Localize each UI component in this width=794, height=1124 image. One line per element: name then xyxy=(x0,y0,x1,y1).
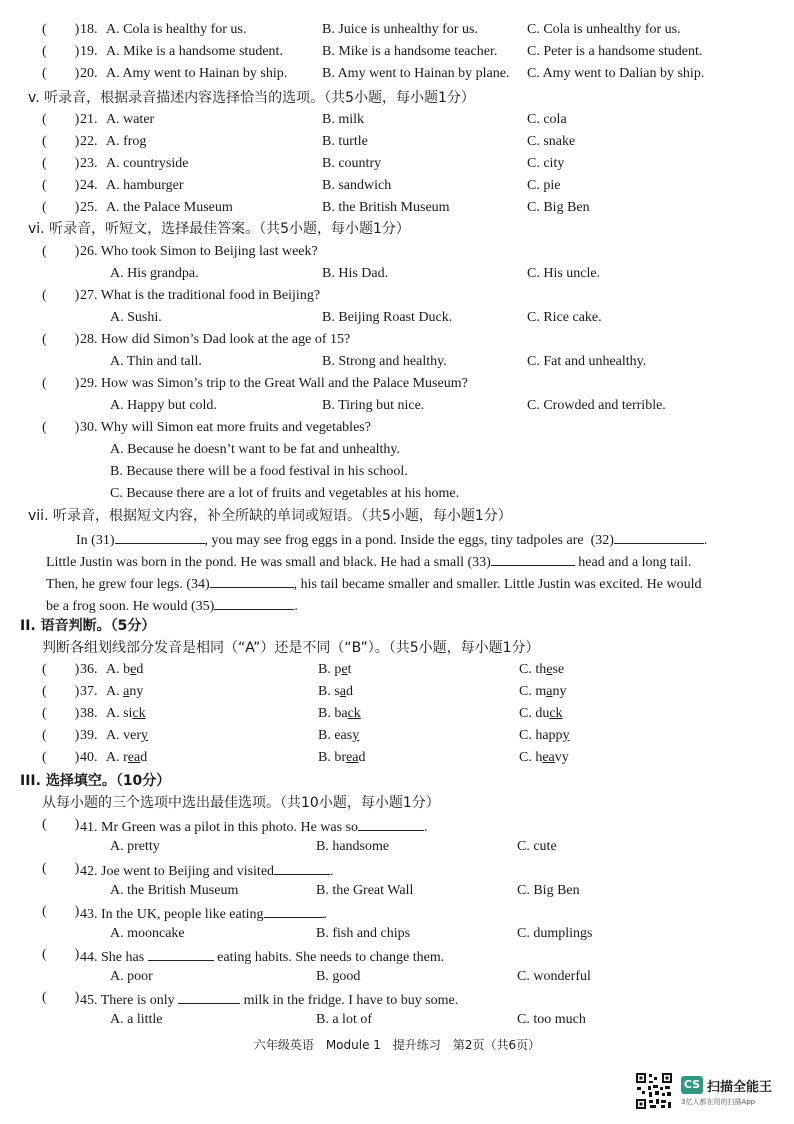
q45-option-b: B. a lot of xyxy=(316,1012,372,1027)
q38-paren: ( ) xyxy=(42,706,80,721)
q38-option-b: B. back xyxy=(318,706,361,721)
q38-option-a: A. sick xyxy=(106,706,146,721)
underlined-letters: a xyxy=(339,684,347,699)
q24-paren: ( ) xyxy=(42,178,80,193)
q18-paren: ( ) xyxy=(42,22,80,37)
q43-option-c: C. dumplings xyxy=(517,926,593,941)
q37-paren: ( ) xyxy=(42,684,80,699)
q18-option-a: A. Cola is healthy for us. xyxy=(106,22,247,37)
underlined-letters: e xyxy=(130,662,137,677)
q41-option-b: B. handsome xyxy=(316,839,390,854)
q42-option-b: B. the Great Wall xyxy=(316,883,414,898)
q36-option-c: C. these xyxy=(519,662,565,677)
q20-option-b: B. Amy went to Hainan by plane. xyxy=(322,66,510,81)
q44-stem: 44. She has eating habits. She needs to change them. xyxy=(80,946,444,967)
q43-option-b: B. fish and chips xyxy=(316,926,411,941)
underlined-letters: a xyxy=(546,684,553,699)
q20-number: 20. xyxy=(80,66,98,81)
q19-number: 19. xyxy=(80,44,98,59)
q19-option-c: C. Peter is a handsome student. xyxy=(527,44,703,59)
q24-number: 24. xyxy=(80,178,98,193)
underlined-letters: ck xyxy=(549,706,563,721)
q19-option-b: B. Mike is a handsome teacher. xyxy=(322,44,498,59)
q29-option-a: A. Happy but cold. xyxy=(110,398,217,413)
section-II-instruction: 判断各组划线部分发音是相同（“A”）还是不同（“B”）。（共5小题，每小题1分） xyxy=(42,640,540,656)
q45-option-c: C. too much xyxy=(517,1012,586,1027)
q41-option-c: C. cute xyxy=(517,839,557,854)
underlined-letters: ea xyxy=(346,750,359,765)
q21-paren: ( ) xyxy=(42,112,80,127)
q45-option-a: A. a little xyxy=(110,1012,163,1027)
q20-paren: ( ) xyxy=(42,66,80,81)
underlined-letters: y xyxy=(352,728,360,743)
section-v-title: v. 听录音，根据录音描述内容选择恰当的选项。（共5小题，每小题1分） xyxy=(28,90,475,106)
blank-45[interactable] xyxy=(178,989,240,1004)
q27-option-a: A. Sushi. xyxy=(110,310,162,325)
q40-paren: ( ) xyxy=(42,750,80,765)
q22-option-b: B. turtle xyxy=(322,134,368,149)
q25-number: 25. xyxy=(80,200,98,215)
q28-option-b: B. Strong and healthy. xyxy=(322,354,447,369)
q24-option-a: A. hamburger xyxy=(106,178,184,193)
q41-stem: 41. Mr Green was a pilot in this photo. He was so . xyxy=(80,816,428,837)
passage-line-3: Then, he grew four legs. (34) , his tail became smaller and smaller. Little Justin was excited. He would xyxy=(46,573,702,594)
q36-number: 36. xyxy=(80,662,98,677)
q36-option-a: A. bed xyxy=(106,662,144,677)
q27-paren: ( ) xyxy=(42,288,80,303)
section-II-title: II. 语音判断。（5分） xyxy=(20,618,156,634)
q24-option-c: C. pie xyxy=(527,178,561,193)
underlined-letters: ea xyxy=(127,750,141,765)
q21-option-c: C. cola xyxy=(527,112,567,127)
q41-option-a: A. pretty xyxy=(110,839,160,854)
q18-number: 18. xyxy=(80,22,98,37)
q22-number: 22. xyxy=(80,134,98,149)
section-vi-title: vi. 听录音，听短文，选择最佳答案。（共5小题，每小题1分） xyxy=(28,221,410,237)
qr-code-icon xyxy=(635,1072,673,1110)
q19-paren: ( ) xyxy=(42,44,80,59)
blank-43[interactable] xyxy=(264,903,324,918)
q39-paren: ( ) xyxy=(42,728,80,743)
q23-number: 23. xyxy=(80,156,98,171)
underlined-letters: e xyxy=(341,662,348,677)
q43-paren: ( ) xyxy=(42,904,80,919)
q45-stem: 45. There is only milk in the fridge. I have to buy some. xyxy=(80,989,458,1010)
q40-option-b: B. bread xyxy=(318,750,366,765)
q37-option-b: B. sad xyxy=(318,684,354,699)
blank-41[interactable] xyxy=(358,816,424,831)
q27-option-c: C. Rice cake. xyxy=(527,310,602,325)
q27-option-b: B. Beijing Roast Duck. xyxy=(322,310,453,325)
q24-option-b: B. sandwich xyxy=(322,178,392,193)
blank-35[interactable] xyxy=(214,595,294,610)
q26-option-a: A. His grandpa. xyxy=(110,266,199,281)
q30-stem: 30. Why will Simon eat more fruits and vegetables? xyxy=(80,420,371,435)
q25-paren: ( ) xyxy=(42,200,80,215)
q36-paren: ( ) xyxy=(42,662,80,677)
q42-stem: 42. Joe went to Beijing and visited . xyxy=(80,860,334,881)
q37-option-a: A. any xyxy=(106,684,144,699)
q42-option-c: C. Big Ben xyxy=(517,883,580,898)
q43-stem: 43. In the UK, people like eating . xyxy=(80,903,327,924)
q26-option-c: C. His uncle. xyxy=(527,266,601,281)
q18-option-b: B. Juice is unhealthy for us. xyxy=(322,22,478,37)
underlined-letters: ck xyxy=(347,706,361,721)
q44-paren: ( ) xyxy=(42,947,80,962)
blank-44[interactable] xyxy=(148,946,214,961)
underlined-letters: ea xyxy=(542,750,555,765)
q21-number: 21. xyxy=(80,112,98,127)
q40-option-a: A. read xyxy=(106,750,148,765)
q41-paren: ( ) xyxy=(42,817,80,832)
q21-option-a: A. water xyxy=(106,112,155,127)
q45-paren: ( ) xyxy=(42,990,80,1005)
q22-option-a: A. frog xyxy=(106,134,147,149)
passage-line-4: be a frog soon. He would (35) . xyxy=(46,595,298,616)
scanner-watermark xyxy=(635,1072,785,1112)
q22-option-c: C. snake xyxy=(527,134,576,149)
underlined-letters: e xyxy=(546,662,553,677)
q38-number: 38. xyxy=(80,706,98,721)
q25-option-b: B. the British Museum xyxy=(322,200,450,215)
underlined-letters: y xyxy=(141,728,148,743)
blank-31[interactable] xyxy=(115,529,205,544)
q23-option-c: C. city xyxy=(527,156,565,171)
q19-option-a: A. Mike is a handsome student. xyxy=(106,44,283,59)
scanner-brand-tagline: 3亿人都在用的扫描App xyxy=(681,1098,756,1106)
q42-paren: ( ) xyxy=(42,861,80,876)
q22-paren: ( ) xyxy=(42,134,80,149)
section-vii-title: vii. 听录音，根据短文内容，补全所缺的单词或短语。（共5小题，每小题1分） xyxy=(28,508,512,524)
q30-option-b: B. Because there will be a food festival in his school. xyxy=(110,464,408,479)
q30-option-a: A. Because he doesn’t want to be fat and unhealthy. xyxy=(110,442,401,457)
q39-number: 39. xyxy=(80,728,98,743)
q39-option-b: B. easy xyxy=(318,728,360,743)
q26-option-b: B. His Dad. xyxy=(322,266,389,281)
blank-42[interactable] xyxy=(274,860,330,875)
scanner-logo-icon: CS xyxy=(681,1076,703,1094)
q29-option-b: B. Tiring but nice. xyxy=(322,398,425,413)
underlined-letters: a xyxy=(123,684,130,699)
passage-line-2: Little Justin was born in the pond. He was small and black. He had a small (33) head and a long tail. xyxy=(46,551,691,572)
underlined-letters: y xyxy=(562,728,570,743)
q26-paren: ( ) xyxy=(42,244,80,259)
q42-option-a: A. the British Museum xyxy=(110,883,239,898)
q28-option-a: A. Thin and tall. xyxy=(110,354,202,369)
q36-option-b: B. pet xyxy=(318,662,352,677)
page-footer: 六年级英语 Module 1 提升练习 第2页（共6页） xyxy=(253,1038,541,1052)
section-III-instruction: 从每小题的三个选项中选出最佳选项。（共10小题，每小题1分） xyxy=(42,795,440,811)
q28-stem: 28. How did Simon’s Dad look at the age of 15? xyxy=(80,332,351,347)
q18-option-c: C. Cola is unhealthy for us. xyxy=(527,22,681,37)
scanner-brand-name: 扫描全能王 xyxy=(707,1080,773,1095)
q39-option-a: A. very xyxy=(106,728,148,743)
q38-option-c: C. duck xyxy=(519,706,563,721)
blank-32[interactable] xyxy=(614,529,704,544)
q30-option-c: C. Because there are a lot of fruits and vegetables at his home. xyxy=(110,486,460,501)
q23-option-b: B. country xyxy=(322,156,382,171)
q23-option-a: A. countryside xyxy=(106,156,189,171)
q25-option-c: C. Big Ben xyxy=(527,200,590,215)
q40-number: 40. xyxy=(80,750,98,765)
blank-33[interactable] xyxy=(491,551,575,566)
q26-stem: 26. Who took Simon to Beijing last week? xyxy=(80,244,318,259)
q29-option-c: C. Crowded and terrible. xyxy=(527,398,666,413)
underlined-letters: ck xyxy=(132,706,146,721)
q44-option-c: C. wonderful xyxy=(517,969,591,984)
q44-option-b: B. good xyxy=(316,969,361,984)
q43-option-a: A. mooncake xyxy=(110,926,185,941)
q27-stem: 27. What is the traditional food in Beijing? xyxy=(80,288,321,303)
q20-option-c: C. Amy went to Dalian by ship. xyxy=(527,66,705,81)
q29-paren: ( ) xyxy=(42,376,80,391)
q37-option-c: C. many xyxy=(519,684,567,699)
q23-paren: ( ) xyxy=(42,156,80,171)
q44-option-a: A. poor xyxy=(110,969,153,984)
section-III-title: III. 选择填空。（10分） xyxy=(20,773,171,789)
q29-stem: 29. How was Simon’s trip to the Great Wall and the Palace Museum? xyxy=(80,376,468,391)
q40-option-c: C. heavy xyxy=(519,750,569,765)
q30-paren: ( ) xyxy=(42,420,80,435)
q28-option-c: C. Fat and unhealthy. xyxy=(527,354,647,369)
q28-paren: ( ) xyxy=(42,332,80,347)
passage-line-1: In (31) , you may see frog eggs in a pond. Inside the eggs, tiny tadpoles are (32) . xyxy=(76,529,707,550)
q39-option-c: C. happy xyxy=(519,728,570,743)
q25-option-a: A. the Palace Museum xyxy=(106,200,233,215)
q37-number: 37. xyxy=(80,684,98,699)
blank-34[interactable] xyxy=(210,573,294,588)
q20-option-a: A. Amy went to Hainan by ship. xyxy=(106,66,288,81)
q21-option-b: B. milk xyxy=(322,112,365,127)
